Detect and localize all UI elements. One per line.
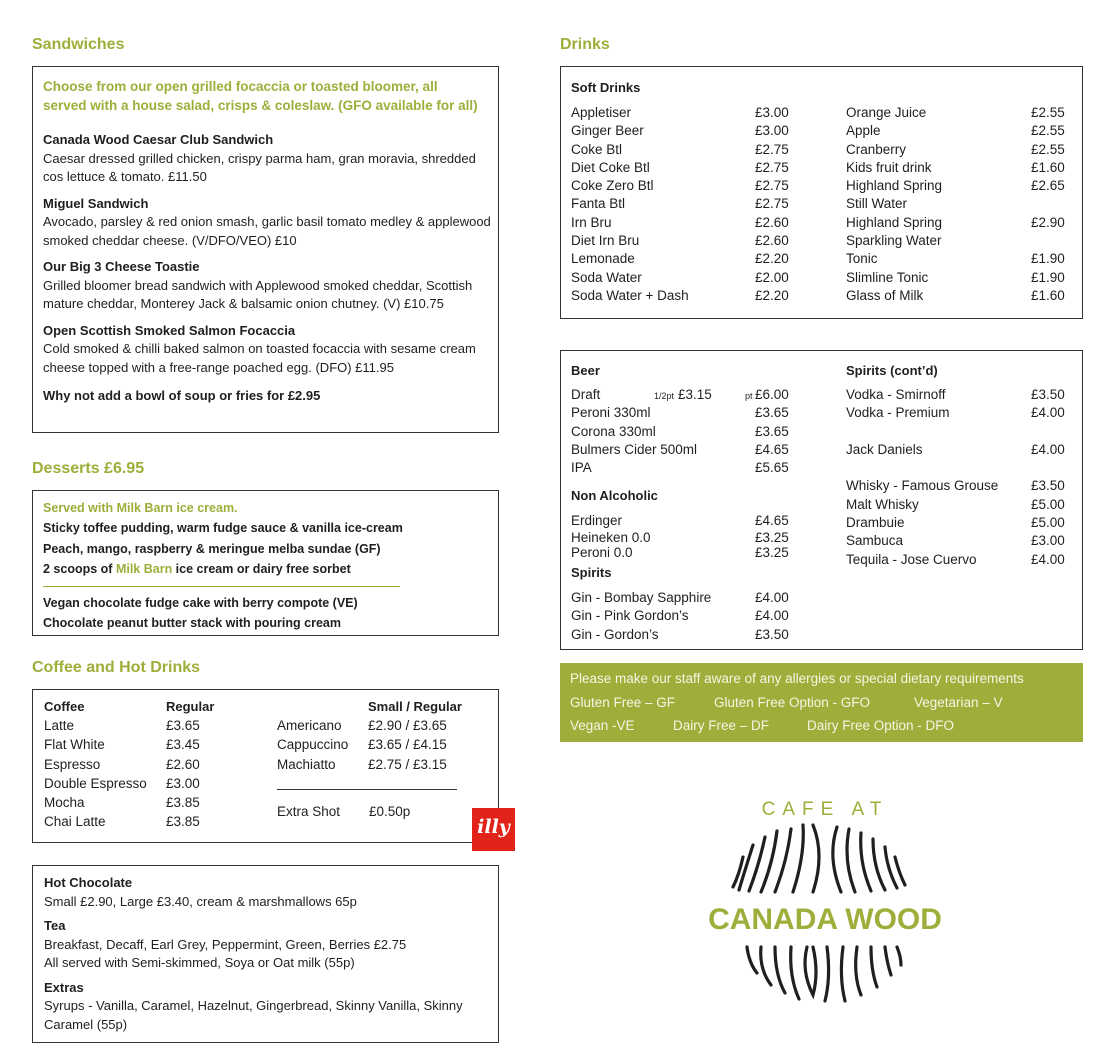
drink-name: Orange Juice [846, 105, 927, 120]
drink-price: £3.65 [755, 405, 789, 421]
drink-row [846, 196, 1076, 214]
soft-drinks-right-list [846, 105, 1076, 306]
allergy-note: Please make our staff aware of any allergies or special dietary requirements [570, 671, 1024, 686]
drink-name: Fanta Btl [571, 196, 626, 212]
drink-row [571, 460, 831, 478]
beer-list [571, 387, 831, 478]
tea-milk-text: All served with Semi-skimmed, Soya or Oat milk (55p) [44, 955, 355, 970]
soft-drinks-title: Soft Drinks [571, 80, 641, 95]
half-pint-price: £3.15 [678, 387, 712, 402]
illy-logo [472, 808, 515, 851]
drink-name: Cranberry [846, 141, 907, 157]
drink-price: £3.00 [755, 123, 789, 139]
drink-name: Erdinger [571, 513, 623, 528]
coffee-row [44, 795, 244, 814]
drink-name: Soda Water [571, 269, 642, 285]
drink-name: Malt Whisky [846, 496, 919, 512]
coffee-price: £2.60 [166, 756, 200, 772]
drink-row [846, 497, 1076, 515]
allergy-gf: Gluten Free – GF [570, 695, 676, 710]
drink-price: £3.50 [755, 626, 789, 642]
hot-drinks-list [44, 874, 484, 1034]
drink-name: Draft [571, 387, 601, 402]
extras-title: Extras [44, 979, 84, 995]
drink-row [571, 215, 811, 233]
coffee-row [44, 814, 244, 833]
drink-row [846, 160, 1076, 178]
tea-text: Breakfast, Decaff, Earl Grey, Peppermint, Green, Berries £2.75 [44, 936, 407, 952]
drink-price: £1.60 [1031, 287, 1065, 303]
drink-price: £2.65 [1031, 178, 1065, 194]
drink-name: Drambuie [846, 515, 905, 531]
drink-name: Diet Coke Btl [571, 159, 650, 175]
drink-name: Bulmers Cider 500ml [571, 441, 698, 457]
sandwich-desc: Caesar dressed grilled chicken, crispy parma ham, gran moravia, shredded cos lettuce & tomato. £11.50 [43, 150, 476, 184]
drink-name: Whisky - Famous Grouse [846, 478, 999, 494]
coffee-row [44, 776, 244, 795]
sandwich-desc: Avocado, parsley & red onion smash, garlic basil tomato medley & applewood smoked cheddar cheese. (V/DFO/VEO) £10 [43, 214, 491, 248]
drink-row [571, 627, 831, 645]
coffee-name: Machiatto [277, 756, 336, 772]
soft-drinks-left-list [571, 105, 811, 306]
dessert-item: Vegan chocolate fudge cake with berry compote (VE) [43, 595, 358, 610]
drink-row [571, 233, 811, 251]
coffee-price: £3.65 [166, 718, 200, 733]
draft-row [571, 387, 831, 405]
drink-row [571, 590, 831, 608]
drink-row [571, 608, 831, 626]
scoops-text: ice cream or dairy free sorbet [172, 562, 351, 576]
coffee-name: Flat White [44, 737, 105, 753]
coffee-row [277, 718, 487, 737]
drink-name: Highland Spring [846, 214, 943, 230]
scoops-text: 2 scoops of [43, 562, 116, 576]
logo-canada-wood: CANADA WOOD [695, 901, 955, 939]
coffee-row [44, 737, 244, 756]
drink-name: Sparkling Water [846, 233, 942, 249]
sandwich-list [43, 131, 493, 406]
non-alcoholic-list [571, 513, 831, 560]
coffee-divider [277, 789, 457, 790]
dessert-item: Sticky toffee pudding, warm fudge sauce & vanilla ice-cream [43, 521, 403, 535]
drink-row [571, 442, 831, 460]
drink-row [571, 530, 831, 545]
drink-name: Heineken 0.0 [571, 530, 651, 545]
drink-row [571, 196, 811, 214]
coffee-name: Espresso [44, 756, 101, 772]
drink-price: £2.55 [1031, 105, 1065, 120]
drink-price: £5.65 [755, 460, 789, 476]
coffee-price: £2.75 / £3.15 [368, 756, 447, 772]
drink-name: Ginger Beer [571, 123, 644, 139]
illy-logo-text: illy [477, 816, 510, 838]
coffee-price: £3.85 [166, 814, 200, 830]
coffee-name: Chai Latte [44, 814, 106, 830]
drinks-heading: Drinks [560, 36, 610, 53]
drink-name: Tequila - Jose Cuervo [846, 551, 977, 567]
soft-drinks-box [560, 66, 1083, 319]
coffee-price: £3.65 / £4.15 [368, 737, 447, 753]
drink-row [846, 251, 1076, 269]
coffee-price: £3.45 [166, 737, 200, 753]
drink-name: Diet Irn Bru [571, 233, 640, 249]
coffee-name: Cappuccino [277, 737, 349, 753]
hot-chocolate-title: Hot Chocolate [44, 875, 133, 890]
drink-row [846, 105, 1076, 123]
sandwiches-heading: Sandwiches [32, 36, 125, 53]
drink-name: Gin - Pink Gordon’s [571, 608, 689, 624]
dessert-list [43, 498, 493, 634]
drink-row [846, 215, 1076, 233]
allergy-ve: Vegan -VE [570, 718, 635, 733]
drink-price: £2.20 [755, 287, 789, 303]
drink-price: £1.90 [1031, 251, 1065, 267]
desserts-heading: Desserts £6.95 [32, 460, 145, 477]
half-pint-label: 1/2pt [654, 391, 675, 401]
coffee-name: Mocha [44, 795, 85, 811]
pint-label: pt [745, 391, 753, 401]
allergy-df: Dairy Free – DF [673, 718, 770, 733]
drink-row [846, 270, 1076, 288]
drink-price: £3.25 [755, 545, 789, 560]
drink-row [571, 270, 811, 288]
drink-name: Corona 330ml [571, 423, 656, 439]
sized-coffee-list [277, 718, 487, 776]
sandwich-desc: Cold smoked & chilli baked salmon on toasted focaccia with sesame cream cheese topped with a free-range poached egg. (DFO) £11.95 [43, 341, 476, 375]
drink-name: Vodka - Premium [846, 405, 950, 421]
sandwich-item [43, 195, 493, 251]
logo-cafe-at: CAFE AT [761, 799, 889, 820]
drink-price: £4.00 [1031, 441, 1065, 457]
coffee-price: £3.85 [166, 795, 200, 811]
sandwich-item [43, 131, 493, 187]
drink-name: Lemonade [571, 251, 635, 267]
drink-row [571, 123, 811, 141]
drink-name: Coke Zero Btl [571, 178, 654, 194]
drink-price: £5.00 [1031, 496, 1065, 512]
drink-price: £2.75 [755, 159, 789, 175]
spirits-contd-title: Spirits (cont’d) [846, 363, 938, 378]
drink-row [846, 178, 1076, 196]
coffee-row [277, 757, 487, 776]
coffee-row [44, 718, 244, 737]
coffee-name: Latte [44, 718, 75, 733]
coffee-col-header: Coffee [44, 699, 85, 714]
drink-name: Soda Water + Dash [571, 287, 689, 303]
milk-barn-brand: Milk Barn [115, 562, 173, 576]
drink-price: £3.65 [755, 423, 789, 439]
coffee-price: £2.90 / £3.65 [368, 718, 447, 733]
drink-price: £1.60 [1031, 159, 1065, 175]
drink-row [846, 288, 1076, 306]
regular-col-header: Regular [166, 699, 215, 714]
hot-drinks-box [32, 865, 499, 1043]
non-alcoholic-title: Non Alcoholic [571, 488, 658, 503]
spirits-contd-list [846, 387, 1076, 570]
sandwich-name: Miguel Sandwich [43, 195, 149, 211]
drink-row [571, 545, 831, 560]
spirits-title: Spirits [571, 565, 612, 580]
hot-chocolate-text: Small £2.90, Large £3.40, cream & marshmallows 65p [44, 893, 357, 909]
beer-title: Beer [571, 363, 600, 378]
drink-row [846, 515, 1076, 533]
coffee-heading: Coffee and Hot Drinks [32, 659, 201, 676]
sandwich-desc: Grilled bloomer bread sandwich with Applewood smoked cheddar, Scottish mature cheddar, Monterey Jack & balsamic onion chutney. (V) £10.75 [43, 277, 473, 311]
drink-price: £3.00 [1031, 533, 1065, 549]
dessert-item: Peach, mango, raspberry & meringue melba sundae (GF) [43, 541, 381, 556]
pint-price: £6.00 [755, 387, 789, 402]
drink-row [846, 533, 1076, 551]
drink-price: £4.00 [755, 590, 789, 605]
extra-shot-price: £0.50p [369, 804, 411, 819]
dessert-item: Chocolate peanut butter stack with pouring cream [43, 616, 341, 630]
allergy-banner [560, 663, 1083, 742]
extra-shot-label: Extra Shot [277, 804, 341, 819]
drink-row [846, 142, 1076, 160]
drink-row [571, 288, 811, 306]
drink-price: £2.20 [755, 251, 789, 267]
coffee-list [44, 718, 244, 834]
drink-name: Highland Spring [846, 178, 943, 194]
sandwich-addon: Why not add a bowl of soup or fries for £2.95 [43, 388, 321, 403]
drink-price: £1.90 [1031, 269, 1065, 285]
drink-price: £2.75 [755, 178, 789, 194]
drink-name: Coke Btl [571, 141, 623, 157]
drink-price: £2.75 [755, 141, 789, 157]
allergy-v: Vegetarian – V [914, 695, 1003, 710]
spacer-row [846, 424, 1076, 442]
sandwiches-intro: Choose from our open grilled focaccia or toasted bloomer, all served with a house salad, crisps & coleslaw. (GFO available for all) [43, 79, 478, 113]
drink-name: Vodka - Smirnoff [846, 387, 946, 402]
dessert-divider [43, 586, 400, 587]
drink-row [571, 105, 811, 123]
drink-price: £2.00 [755, 269, 789, 285]
drink-name: Apple [846, 123, 881, 139]
alcohol-box [560, 350, 1083, 650]
drink-price: £3.50 [1031, 387, 1065, 402]
drink-price: £2.55 [1031, 141, 1065, 157]
drink-price: £2.75 [755, 196, 789, 212]
drink-name: Peroni 0.0 [571, 545, 633, 560]
drink-row [846, 405, 1076, 423]
drink-price: £2.60 [755, 214, 789, 230]
drink-price: £3.00 [755, 105, 789, 120]
drink-price: £4.00 [755, 608, 789, 624]
cafe-logo [695, 795, 955, 1025]
drink-row [571, 178, 811, 196]
drink-name: Kids fruit drink [846, 159, 932, 175]
sandwich-name: Our Big 3 Cheese Toastie [43, 259, 200, 274]
drink-price: £4.65 [755, 513, 789, 528]
drink-name: Irn Bru [571, 214, 612, 230]
allergy-dfo: Dairy Free Option - DFO [807, 718, 955, 733]
coffee-price: £3.00 [166, 775, 200, 791]
drink-row [846, 387, 1076, 405]
drink-row [571, 160, 811, 178]
dessert-item [43, 559, 493, 580]
drink-name: Jack Daniels [846, 441, 923, 457]
coffee-name: Double Espresso [44, 775, 147, 791]
drink-name: Sambuca [846, 533, 904, 549]
coffee-box [32, 689, 499, 843]
drink-row [846, 478, 1076, 496]
sandwich-item [43, 322, 493, 378]
coffee-row [44, 757, 244, 776]
drink-name: Peroni 330ml [571, 405, 651, 421]
drink-name: Glass of Milk [846, 287, 924, 303]
desserts-intro: Served with Milk Barn ice cream. [43, 501, 238, 515]
sandwich-item [43, 258, 493, 314]
spacer-row [846, 460, 1076, 478]
sandwiches-box [32, 66, 499, 433]
drink-price: £4.65 [755, 441, 789, 457]
drink-price: £2.60 [755, 233, 789, 249]
desserts-box [32, 490, 499, 636]
drink-row [571, 513, 831, 530]
drink-name: Gin - Gordon’s [571, 626, 659, 642]
drink-row [571, 424, 831, 442]
drink-row [571, 251, 811, 269]
drink-name: IPA [571, 460, 592, 476]
drink-name: Still Water [846, 196, 908, 212]
small-regular-col-header: Small / Regular [368, 699, 462, 714]
sandwich-name: Open Scottish Smoked Salmon Focaccia [43, 322, 296, 338]
drink-row [571, 405, 831, 423]
drink-row [846, 233, 1076, 251]
drink-price: £3.50 [1031, 478, 1065, 494]
sandwich-name: Canada Wood Caesar Club Sandwich [43, 132, 274, 147]
drink-name: Gin - Bombay Sapphire [571, 590, 712, 605]
spirits-list [571, 590, 831, 645]
extras-text: Syrups - Vanilla, Caramel, Hazelnut, Gingerbread, Skinny Vanilla, Skinny Caramel (55p) [44, 998, 463, 1032]
drink-name: Appletiser [571, 105, 632, 120]
drink-price: £2.55 [1031, 123, 1065, 139]
drink-row [571, 142, 811, 160]
tea-title: Tea [44, 918, 66, 933]
allergy-gfo: Gluten Free Option - GFO [714, 695, 871, 710]
drink-price: £2.90 [1031, 214, 1065, 230]
drink-price: £5.00 [1031, 515, 1065, 531]
drink-price: £4.00 [1031, 405, 1065, 421]
coffee-row [277, 737, 487, 756]
drink-name: Tonic [846, 251, 878, 267]
coffee-name: Americano [277, 718, 342, 733]
drink-name: Slimline Tonic [846, 269, 929, 285]
drink-price: £3.25 [755, 530, 789, 545]
drink-price: £4.00 [1031, 551, 1065, 567]
drink-row [846, 552, 1076, 570]
drink-row [846, 123, 1076, 141]
drink-row [846, 442, 1076, 460]
